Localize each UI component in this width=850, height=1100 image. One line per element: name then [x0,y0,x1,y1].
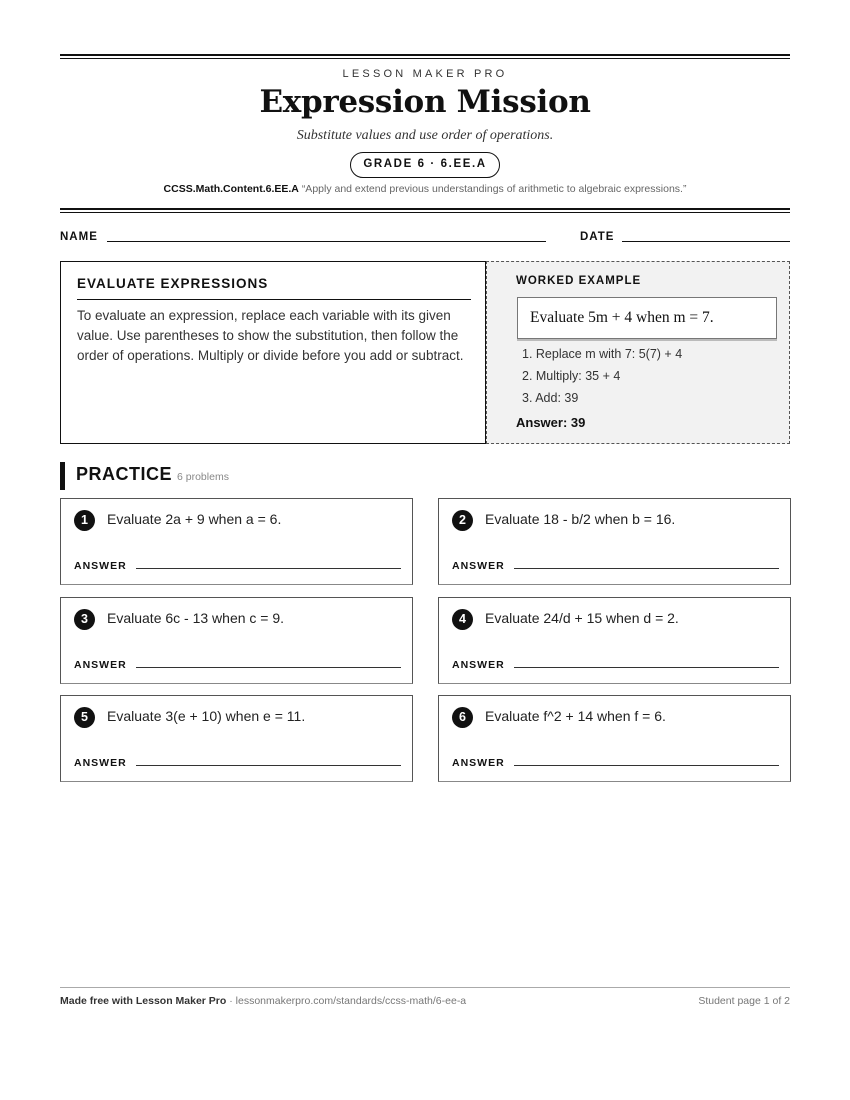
worked-example-steps [522,346,682,412]
problem-card-5 [60,695,413,782]
problem-number-badge: 3 [74,609,95,630]
explain-text: To evaluate an expression, replace each variable with its given value. Use parentheses to show the substitution, then follow the order of operations. Multiply or divide before you add or subtract. [77,308,464,363]
date-label: DATE [580,231,615,243]
explain-title: EVALUATE EXPRESSIONS [77,276,471,300]
problem-text: Evaluate f^2 + 14 when f = 6. [485,708,666,724]
date-field[interactable] [622,241,790,242]
problem-number-badge: 2 [452,510,473,531]
footer-credit [60,995,466,1007]
practice-count: 6 problems [177,471,229,483]
name-label: NAME [60,231,98,243]
worked-example-step: 1. Replace m with 7: 5(7) + 4 [522,347,683,361]
answer-label: ANSWER [452,757,505,769]
problem-text: Evaluate 24/d + 15 when d = 2. [485,610,679,626]
answer-field[interactable] [514,765,779,766]
answer-field[interactable] [136,765,401,766]
brand-name: LESSON MAKER PRO [342,68,508,80]
problem-card-4 [438,597,791,684]
worked-example-problem: Evaluate 5m + 4 when m = 7. [517,297,777,339]
practice-heading: PRACTICE [76,464,173,484]
worked-example-step: 2. Multiply: 35 + 4 [522,369,621,383]
practice-accent-bar [60,462,65,490]
footer-rule [60,987,790,988]
page-title: Expression Mission [259,84,591,120]
problem-number-badge: 5 [74,707,95,728]
explain-panel [60,261,486,444]
problem-card-6 [438,695,791,782]
top-double-rule [60,54,790,59]
standard-code: CCSS.Math.Content.6.EE.A [163,183,299,195]
page-subtitle: Substitute values and use order of operations. [296,128,554,143]
problem-number-badge: 4 [452,609,473,630]
problem-card-1 [60,498,413,585]
problem-text: Evaluate 3(e + 10) when e = 11. [107,708,306,724]
answer-field[interactable] [514,568,779,569]
grade-badge: GRADE 6 · 6.EE.A [350,152,500,178]
footer-made-with: Made free with Lesson Maker Pro [60,995,227,1007]
problem-text: Evaluate 2a + 9 when a = 6. [107,511,282,527]
name-field[interactable] [107,241,546,242]
worked-example-panel [486,261,790,444]
answer-label: ANSWER [74,560,127,572]
answer-field[interactable] [514,667,779,668]
answer-label: ANSWER [74,659,127,671]
answer-label: ANSWER [74,757,127,769]
worked-example-step: 3. Add: 39 [522,391,579,405]
standard-description: “Apply and extend previous understandings of arithmetic to algebraic expressions.” [301,183,687,195]
footer-url[interactable]: · lessonmakerpro.com/standards/ccss-math/6-ee-a [226,995,467,1007]
standard-line [60,183,790,195]
problem-text: Evaluate 18 - b/2 when b = 16. [485,511,676,527]
worked-example-answer: Answer: 39 [516,415,586,430]
answer-label: ANSWER [452,659,505,671]
answer-field[interactable] [136,568,401,569]
worked-example-title: WORKED EXAMPLE [516,275,642,287]
answer-field[interactable] [136,667,401,668]
problem-number-badge: 1 [74,510,95,531]
problem-text: Evaluate 6c - 13 when c = 9. [107,610,285,626]
problem-number-badge: 6 [452,707,473,728]
answer-label: ANSWER [452,560,505,572]
worksheet-page [60,0,790,1100]
header-bottom-double-rule [60,208,790,213]
problem-card-2 [438,498,791,585]
problem-card-3 [60,597,413,684]
footer-page-number: Student page 1 of 2 [698,995,790,1007]
